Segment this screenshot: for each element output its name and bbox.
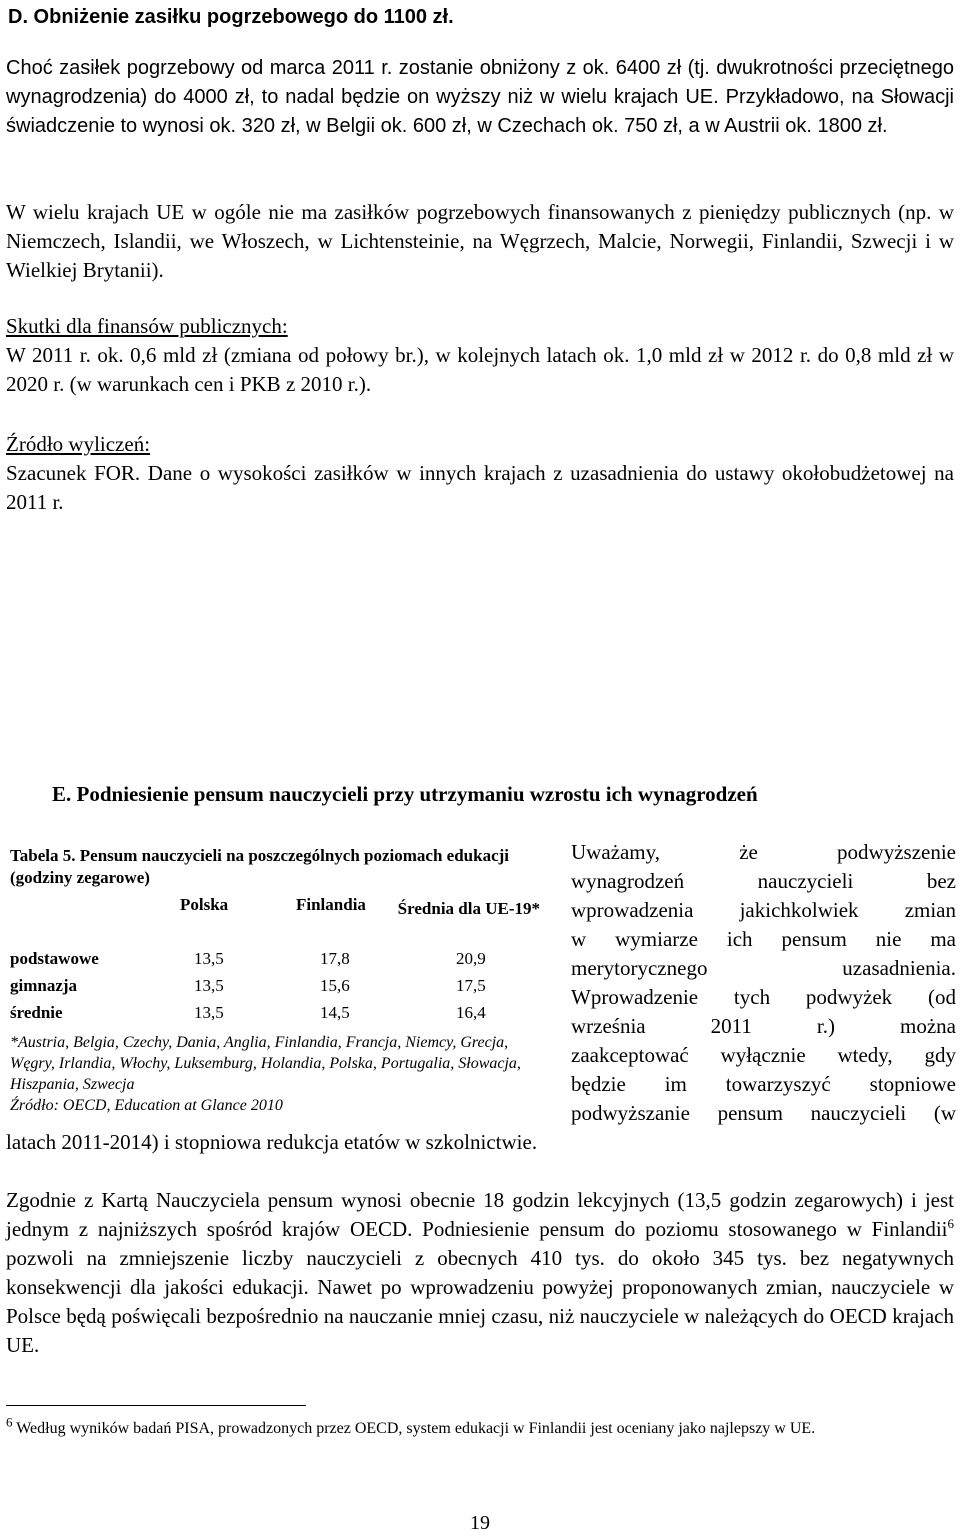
side-line: zaakceptować wyłącznie wtedy, gdy bbox=[571, 1043, 956, 1067]
cell: 16,4 bbox=[456, 1003, 486, 1022]
section-d-paragraph-2: W wielu krajach UE w ogóle nie ma zasiłków pogrzebowych finansowanych z pieniędzy publicznych (np. w Niemczech, Islandii, we Włoszech, w Lichtensteinie, na Węgrzech, Malcie, Norwegii, Finlandii, Szwecji i w Wielkiej Brytanii). bbox=[6, 200, 954, 282]
table-row bbox=[10, 949, 540, 976]
row-label: gimnazja bbox=[10, 976, 78, 995]
section-d-heading: D. Obniżenie zasiłku pogrzebowego do 1100 zł. bbox=[8, 6, 454, 28]
footnote bbox=[6, 1414, 946, 1440]
table-note: *Austria, Belgia, Czechy, Dania, Anglia, Finlandia, Francja, Niemcy, Grecja, Węgry, Irlandia, Włochy, Luksemburg, Holandia, Polska, Portugalia, Słowacja, Hiszpania, Szwecja bbox=[10, 1034, 521, 1093]
table-caption bbox=[10, 845, 550, 889]
effects-text: W 2011 r. ok. 0,6 mld zł (zmiana od połowy br.), w kolejnych latach ok. 1,0 mld zł w 2012 r. do 0,8 mld zł w 2020 r. (w warunkach cen i PKB z 2010 r.). bbox=[6, 343, 954, 396]
footnote-text: Według wyników badań PISA, prowadzonych przez OECD, system edukacji w Finlandii jest oceniany jako najlepszy w UE. bbox=[12, 1420, 816, 1437]
table-caption-label: Tabela 5. bbox=[10, 846, 76, 865]
cell: 20,9 bbox=[456, 949, 486, 968]
table-row bbox=[10, 1003, 540, 1030]
cell: 13,5 bbox=[194, 976, 224, 995]
section-e-paragraph bbox=[6, 1186, 954, 1360]
source-text: Szacunek FOR. Dane o wysokości zasiłków w innych krajach z uzasadnienia do ustawy okołobudżetowej na 2011 r. bbox=[6, 461, 954, 514]
cell: 13,5 bbox=[194, 1003, 224, 1022]
table-source: Źródło: OECD, Education at Glance 2010 bbox=[10, 1097, 283, 1114]
side-line: Wprowadzenie tych podwyżek (od bbox=[571, 985, 956, 1009]
section-d-paragraph-1: Choć zasiłek pogrzebowy od marca 2011 r. zostanie obniżony z ok. 6400 zł (tj. dwukrotności przeciętnego wynagrodzenia) do 4000 zł, to nadal będzie on wyższy niż w wielu krajach UE. Przykładowo, na Słowacji świadczenie to wynosi ok. 320 zł, w Belgii ok. 600 zł, w Czechach ok. 750 zł, a w Austrii ok. 1800 zł. bbox=[6, 57, 954, 137]
footnote-separator bbox=[6, 1405, 306, 1406]
cell: 14,5 bbox=[320, 1003, 350, 1022]
side-line: Uważamy, że podwyższenie bbox=[571, 840, 956, 864]
row-label: średnie bbox=[10, 1003, 63, 1022]
side-line: będzie im towarzyszyć stopniowe bbox=[571, 1072, 956, 1096]
table-caption-text: Pensum nauczycieli na poszczególnych poziomach edukacji (godziny zegarowe) bbox=[10, 846, 509, 887]
paragraph-part-a: Zgodnie z Kartą Nauczyciela pensum wynosi obecnie 18 godzin lekcyjnych (13,5 godzin zegarowych) i jest jednym z najniższych spośród krajów OECD. Podniesienie pensum do poziomu stosowanego w Finlandii bbox=[6, 1188, 954, 1241]
cell: 13,5 bbox=[194, 949, 224, 968]
side-line: podwyższanie pensum nauczycieli (w bbox=[571, 1101, 956, 1125]
source-label: Źródło wyliczeń: bbox=[6, 432, 151, 456]
col-ue19: Średnia dla UE-19* bbox=[397, 899, 540, 918]
table-5 bbox=[10, 845, 550, 1116]
footnote-number: 6 bbox=[6, 1414, 13, 1430]
cell: 15,6 bbox=[320, 976, 350, 995]
col-polska: Polska bbox=[180, 895, 229, 914]
col-finlandia: Finlandia bbox=[296, 895, 366, 914]
effects-label: Skutki dla finansów publicznych: bbox=[6, 314, 288, 338]
section-e-heading-text: E. Podniesienie pensum nauczycieli przy utrzymaniu wzrostu ich wynagrodzeń bbox=[52, 782, 758, 806]
paragraph-part-b: pozwoli na zmniejszenie liczby nauczycieli z obecnych 410 tys. do około 345 tys. bez negatywnych konsekwencji dla jakości edukacji. Nawet po wprowadzeniu powyżej proponowanych zmian, nauczyciele w Polsce będą poświęcali bezpośrednio na nauczanie mniej czasu, niż nauczyciele w należących do OECD krajach UE. bbox=[6, 1246, 954, 1357]
side-line: merytorycznego uzasadnienia. bbox=[571, 956, 956, 980]
page-number: 19 bbox=[470, 1512, 490, 1534]
table-row bbox=[10, 976, 540, 1003]
footnote-ref: 6 bbox=[947, 1216, 954, 1231]
side-line: w wymiarze ich pensum nie ma bbox=[571, 927, 956, 951]
side-paragraph bbox=[571, 838, 956, 1128]
side-line: wynagrodzeń nauczycieli bez bbox=[571, 869, 956, 893]
cell: 17,5 bbox=[456, 976, 486, 995]
side-line: wprowadzenia jakichkolwiek zmian bbox=[571, 898, 956, 922]
row-label: podstawowe bbox=[10, 949, 99, 968]
pensum-table bbox=[10, 895, 540, 1030]
section-e-heading bbox=[52, 782, 952, 807]
cell: 17,8 bbox=[320, 949, 350, 968]
side-line: września 2011 r.) można bbox=[571, 1014, 956, 1038]
side-paragraph-continuation: latach 2011-2014) i stopniowa redukcja etatów w szkolnictwie. bbox=[6, 1130, 538, 1154]
